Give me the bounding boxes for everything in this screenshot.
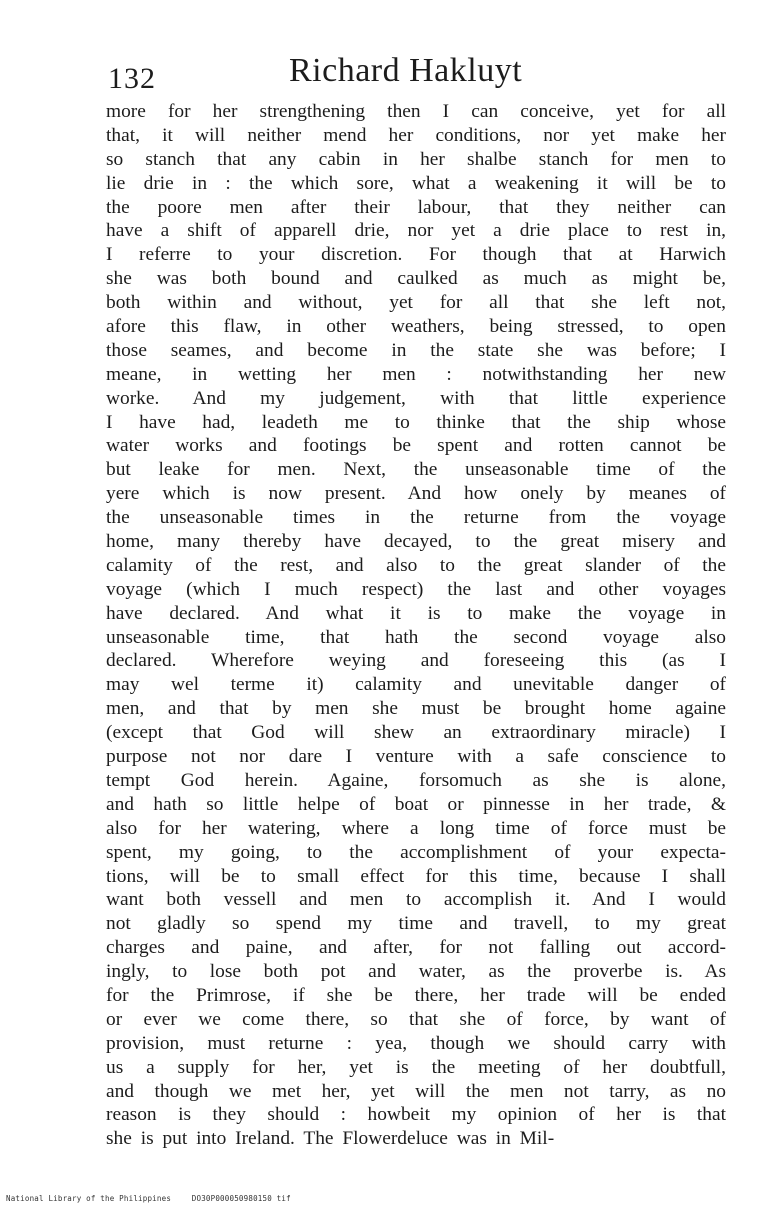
text-line: ingly, to lose both pot and water, as the proverbe is. As <box>106 961 726 983</box>
text-line: and though we met her, yet will the men not tarry, as no <box>106 1080 726 1102</box>
text-line: she was both bound and caulked as much as might be, <box>106 268 726 290</box>
text-line: not gladly so spend my time and travell, to my great <box>106 913 726 935</box>
text-line: spent, my going, to the accomplishment of your expecta- <box>106 841 726 863</box>
scan-footer <box>6 1194 291 1203</box>
page-header <box>104 52 724 98</box>
text-line: or ever we come there, so that she of force, by want of <box>106 1008 726 1030</box>
text-line: afore this flaw, in other weathers, being stressed, to open <box>106 316 726 338</box>
text-line: so stanch that any cabin in her shalbe stanch for men to <box>106 148 726 170</box>
text-line: reason is they should : howbeit my opinion of her is that <box>106 1104 726 1126</box>
text-line: charges and paine, and after, for not falling out accord- <box>106 937 726 959</box>
text-line: I have had, leadeth me to thinke that the ship whose <box>106 411 726 433</box>
text-line: the poore men after their labour, that they neither can <box>106 196 726 218</box>
text-line: tions, will be to small effect for this time, because I shall <box>106 865 726 887</box>
text-line: us a supply for her, yet is the meeting of her doubtfull, <box>106 1056 726 1078</box>
text-line: for the Primrose, if she be there, her trade will be ended <box>106 984 726 1006</box>
text-line: meane, in wetting her men : notwithstanding her new <box>106 363 726 385</box>
page-number: 132 <box>108 62 156 95</box>
text-line: that, it will neither mend her conditions, nor yet make her <box>106 124 726 146</box>
text-line: men, and that by men she must be brought home againe <box>106 698 726 720</box>
body-text <box>106 100 726 1151</box>
text-line: the unseasonable times in the returne from the voyage <box>106 507 726 529</box>
text-line: unseasonable time, that hath the second voyage also <box>106 626 726 648</box>
text-line: but leake for men. Next, the unseasonable time of the <box>106 459 726 481</box>
text-line: calamity of the rest, and also to the great slander of the <box>106 554 726 576</box>
text-line: tempt God herein. Againe, forsomuch as she is alone, <box>106 769 726 791</box>
text-line: yere which is now present. And how onely by meanes of <box>106 483 726 505</box>
text-line: worke. And my judgement, with that little experience <box>106 387 726 409</box>
text-line: also for her watering, where a long time of force must be <box>106 817 726 839</box>
text-line: those seames, and become in the state she was before; I <box>106 339 726 361</box>
text-line: want both vessell and men to accomplish it. And I would <box>106 889 726 911</box>
text-line: and hath so little helpe of boat or pinnesse in her trade, & <box>106 793 726 815</box>
text-line: she is put into Ireland. The Flowerdeluce was in Mil- <box>106 1128 555 1150</box>
text-line: lie drie in : the which sore, what a weakening it will be to <box>106 172 726 194</box>
text-line: water works and footings be spent and rotten cannot be <box>106 435 726 457</box>
text-line: have declared. And what it is to make the voyage in <box>106 602 726 624</box>
text-line: have a shift of apparell drie, nor yet a drie place to rest in, <box>106 220 726 242</box>
text-line: I referre to your discretion. For though that at Harwich <box>106 244 726 266</box>
text-line: more for her strengthening then I can conceive, yet for all <box>106 101 726 122</box>
text-line: provision, must returne : yea, though we should carry with <box>106 1032 726 1054</box>
text-line: both within and without, yet for all that she left not, <box>106 292 726 314</box>
text-line: home, many thereby have decayed, to the great misery and <box>106 531 726 553</box>
running-head: Richard Hakluyt <box>289 52 523 89</box>
library-label: National Library of the Philippines <box>6 1194 172 1203</box>
file-id-label: DO30P000050980150 tif <box>191 1194 291 1203</box>
text-line: declared. Wherefore weying and foreseeing this (as I <box>106 650 726 672</box>
text-line: purpose not nor dare I venture with a safe conscience to <box>106 746 726 768</box>
text-line: may wel terme it) calamity and unevitable danger of <box>106 674 726 696</box>
text-line: (except that God will shew an extraordinary miracle) I <box>106 722 726 744</box>
text-line: voyage (which I much respect) the last and other voyages <box>106 578 726 600</box>
